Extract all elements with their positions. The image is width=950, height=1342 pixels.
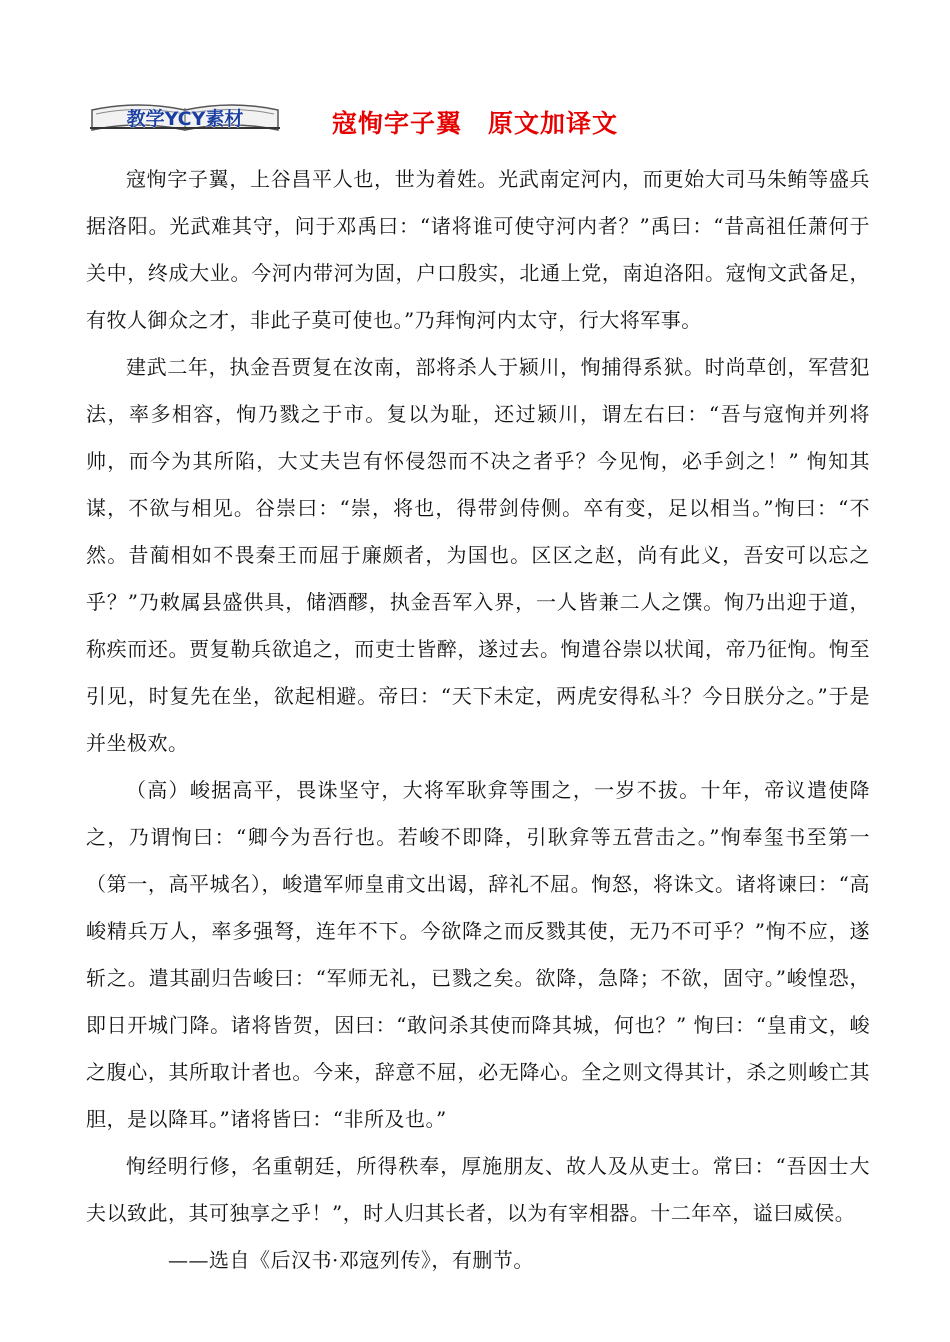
- book-logo-icon: [88, 96, 282, 136]
- article-body: [86, 156, 870, 1284]
- paragraph-2: 建武二年，执金吾贾复在汝南，部将杀人于颍川，恂捕得系狱。时尚草创，军营犯法，率多相容，恂乃戮之于市。复以为耻，还过颍川，谓左右曰：“吾与寇恂并列将帅，而今为其所陷，大丈夫岂有怀侵怨而不决之者乎？今见恂，必手剑之！” 恂知其谋，不欲与相见。谷崇曰：“崇，将也，得带剑侍侧。卒有变，足以相当。”恂曰：“不然。昔蔺相如不畏秦王而屈于廉颇者，为国也。区区之赵，尚有此义，吾安可以忘之乎？”乃敕属县盛供具，储酒醪，执金吾军入界，一人皆兼二人之馔。恂乃出迎于道，称疾而还。贾复勒兵欲追之，而吏士皆醉，遂过去。恂遣谷崇以状闻，帝乃征恂。恂至引见，时复先在坐，欲起相避。帝曰：“天下未定，两虎安得私斗？今日朕分之。”于是并坐极欢。: [86, 355, 870, 755]
- logo-text: 教学YCY素材: [126, 108, 244, 130]
- paragraph-4: 恂经明行修，名重朝廷，所得秩奉，厚施朋友、故人及从吏士。常曰：“吾因士大夫以致此，其可独享之乎！”，时人归其长者，以为有宰相器。十二年卒，谥曰威侯。: [86, 1154, 870, 1225]
- page-title: 寇恂字子翼 原文加译文: [332, 109, 619, 138]
- source-citation: ——选自《后汉书·邓寇列传》，有删节。: [168, 1248, 534, 1272]
- paragraph-1: 寇恂字子翼，上谷昌平人也，世为着姓。光武南定河内，而更始大司马朱鲔等盛兵据洛阳。光武难其守，问于邓禹曰：“诸将谁可使守河内者？”禹曰：“昔高祖任萧何于关中，终成大业。今河内带河为固，户口殷实，北通上党，南迫洛阳。寇恂文武备足，有牧人御众之才，非此子莫可使也。”乃拜恂河内太守，行大将军事。: [86, 167, 870, 332]
- paragraph-3: （高）峻据高平，畏诛坚守，大将军耿弇等围之，一岁不拔。十年，帝议遣使降之，乃谓恂曰：“卿今为吾行也。若峻不即降，引耿弇等五营击之。”恂奉玺书至第一（第一，高平城名），峻遣军师皇甫文出谒，辞礼不屈。恂怒，将诛文。诸将谏曰：“高峻精兵万人，率多强弩，连年不下。今欲降之而反戮其使，无乃不可乎？”恂不应，遂斩之。遣其副归告峻曰：“军师无礼，已戮之矣。欲降，急降；不欲，固守。”峻惶恐，即日开城门降。诸将皆贺，因曰：“敢问杀其使而降其城，何也？” 恂曰：“皇甫文，峻之腹心，其所取计者也。今来，辞意不屈，必无降心。全之则文得其计，杀之则峻亡其胆，是以降耳。”诸将皆曰：“非所及也。”: [86, 778, 870, 1131]
- logo: [88, 96, 282, 136]
